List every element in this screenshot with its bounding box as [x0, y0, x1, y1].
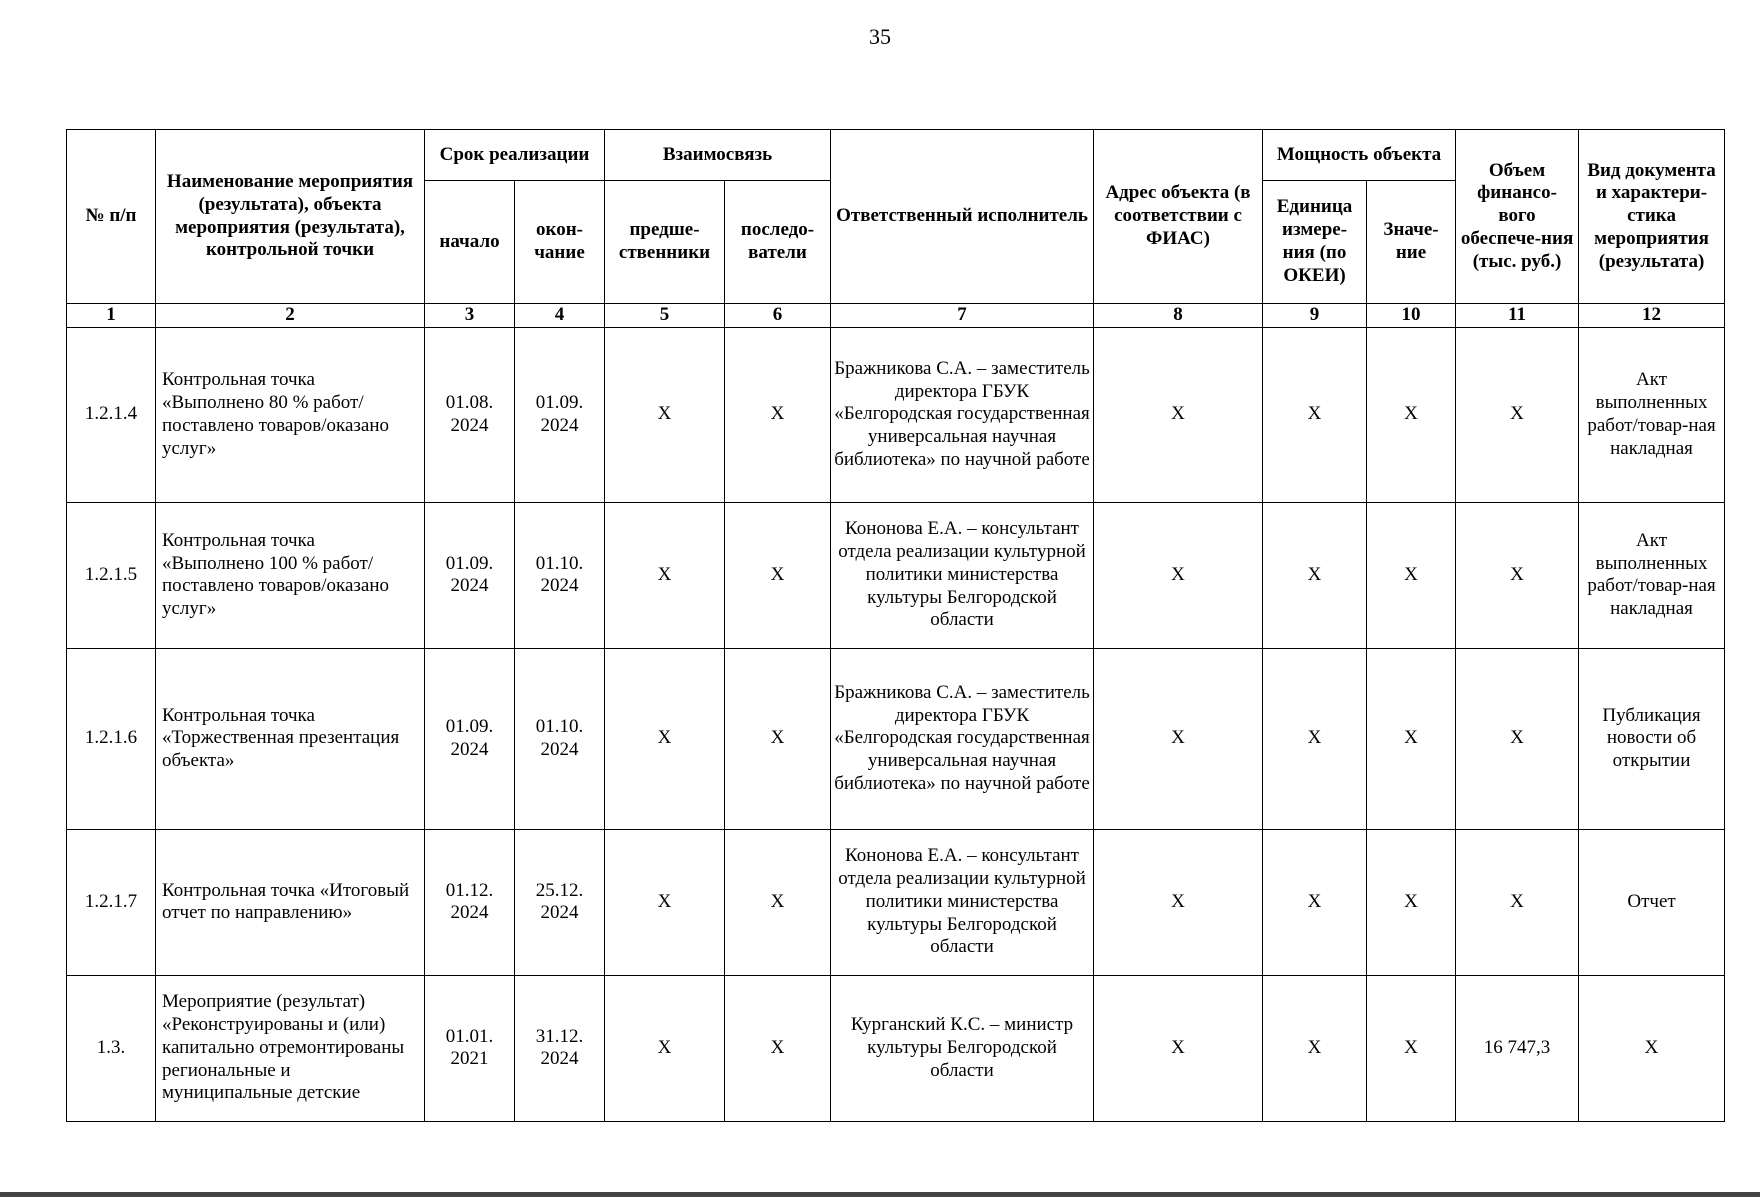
row-successors: X	[725, 829, 831, 975]
row-predecessors: X	[605, 829, 725, 975]
row-address: X	[1094, 327, 1263, 502]
header-address: Адрес объекта (в соответствии с ФИАС)	[1094, 130, 1263, 304]
row-value: X	[1367, 648, 1456, 829]
row-name: Контрольная точка «Торжественная презентация объекта»	[156, 648, 425, 829]
header-relation: Взаимосвязь	[605, 130, 831, 181]
row-num: 1.3.	[67, 975, 156, 1121]
row-predecessors: X	[605, 327, 725, 502]
row-name: Мероприятие (результат) «Реконструированы и (или) капитально отремонтированы региональные и муниципальные детские	[156, 975, 425, 1121]
row-predecessors: X	[605, 975, 725, 1121]
row-doc-type: X	[1579, 975, 1725, 1121]
header-unit: Единица измере-ния (по ОКЕИ)	[1263, 181, 1367, 304]
column-number: 6	[725, 304, 831, 328]
page-number: 35	[869, 24, 891, 49]
column-number: 4	[515, 304, 605, 328]
row-end: 01.09. 2024	[515, 327, 605, 502]
row-address: X	[1094, 975, 1263, 1121]
row-unit: X	[1263, 648, 1367, 829]
header-end: окон-чание	[515, 181, 605, 304]
column-number: 7	[831, 304, 1094, 328]
row-doc-type: Акт выполненных работ/товар-ная накладная	[1579, 502, 1725, 648]
row-responsible: Бражникова С.А. – заместитель директора ГБУК «Белгородская государственная универсальная научная библиотека» по научной работе	[831, 648, 1094, 829]
column-number: 8	[1094, 304, 1263, 328]
header-funding: Объем финансо-вого обеспече-ния (тыс. руб.)	[1456, 130, 1579, 304]
row-doc-type: Публикация новости об открытии	[1579, 648, 1725, 829]
row-doc-type: Отчет	[1579, 829, 1725, 975]
row-end: 01.10. 2024	[515, 502, 605, 648]
table-row	[67, 975, 1725, 1121]
header-predecessors: предше-ственники	[605, 181, 725, 304]
row-num: 1.2.1.7	[67, 829, 156, 975]
column-number: 1	[67, 304, 156, 328]
row-name: Контрольная точка «Выполнено 100 % работ/поставлено товаров/оказано услуг»	[156, 502, 425, 648]
row-value: X	[1367, 327, 1456, 502]
row-address: X	[1094, 648, 1263, 829]
row-value: X	[1367, 502, 1456, 648]
column-number: 10	[1367, 304, 1456, 328]
row-num: 1.2.1.4	[67, 327, 156, 502]
header-start: начало	[425, 181, 515, 304]
row-funding: X	[1456, 327, 1579, 502]
row-name: Контрольная точка «Выполнено 80 % работ/поставлено товаров/оказано услуг»	[156, 327, 425, 502]
plan-table	[66, 129, 1725, 1122]
row-responsible: Бражникова С.А. – заместитель директора ГБУК «Белгородская государственная универсальная научная библиотека» по научной работе	[831, 327, 1094, 502]
column-number: 11	[1456, 304, 1579, 328]
row-start: 01.09. 2024	[425, 648, 515, 829]
scan-edge-line	[0, 1192, 1760, 1197]
row-end: 25.12. 2024	[515, 829, 605, 975]
row-end: 01.10. 2024	[515, 648, 605, 829]
row-predecessors: X	[605, 648, 725, 829]
row-start: 01.12. 2024	[425, 829, 515, 975]
row-start: 01.09. 2024	[425, 502, 515, 648]
row-start: 01.08. 2024	[425, 327, 515, 502]
column-number: 12	[1579, 304, 1725, 328]
table-row	[67, 502, 1725, 648]
row-successors: X	[725, 502, 831, 648]
header-value: Значе-ние	[1367, 181, 1456, 304]
header-responsible: Ответственный исполнитель	[831, 130, 1094, 304]
header-name: Наименование мероприятия (результата), объекта мероприятия (результата), контрольной точки	[156, 130, 425, 304]
row-successors: X	[725, 327, 831, 502]
table-row	[67, 327, 1725, 502]
row-funding: X	[1456, 829, 1579, 975]
row-predecessors: X	[605, 502, 725, 648]
row-address: X	[1094, 502, 1263, 648]
column-number: 5	[605, 304, 725, 328]
row-value: X	[1367, 975, 1456, 1121]
row-doc-type: Акт выполненных работ/товар-ная накладная	[1579, 327, 1725, 502]
row-address: X	[1094, 829, 1263, 975]
table-row	[67, 829, 1725, 975]
row-end: 31.12. 2024	[515, 975, 605, 1121]
header-num: № п/п	[67, 130, 156, 304]
row-successors: X	[725, 975, 831, 1121]
row-unit: X	[1263, 829, 1367, 975]
row-successors: X	[725, 648, 831, 829]
row-num: 1.2.1.5	[67, 502, 156, 648]
row-num: 1.2.1.6	[67, 648, 156, 829]
column-number: 3	[425, 304, 515, 328]
row-funding: X	[1456, 502, 1579, 648]
header-successors: последо-ватели	[725, 181, 831, 304]
row-funding: X	[1456, 648, 1579, 829]
header-period: Срок реализации	[425, 130, 605, 181]
header-capacity: Мощность объекта	[1263, 130, 1456, 181]
column-number: 9	[1263, 304, 1367, 328]
row-responsible: Кононова Е.А. – консультант отдела реализации культурной политики министерства культуры Белгородской области	[831, 502, 1094, 648]
column-number: 2	[156, 304, 425, 328]
row-unit: X	[1263, 327, 1367, 502]
row-unit: X	[1263, 975, 1367, 1121]
row-responsible: Кононова Е.А. – консультант отдела реализации культурной политики министерства культуры Белгородской области	[831, 829, 1094, 975]
row-responsible: Курганский К.С. – министр культуры Белгородской области	[831, 975, 1094, 1121]
row-unit: X	[1263, 502, 1367, 648]
row-name: Контрольная точка «Итоговый отчет по направлению»	[156, 829, 425, 975]
row-funding: 16 747,3	[1456, 975, 1579, 1121]
table-row	[67, 648, 1725, 829]
header-doc-type: Вид документа и характери-стика мероприятия (результата)	[1579, 130, 1725, 304]
row-value: X	[1367, 829, 1456, 975]
row-start: 01.01. 2021	[425, 975, 515, 1121]
